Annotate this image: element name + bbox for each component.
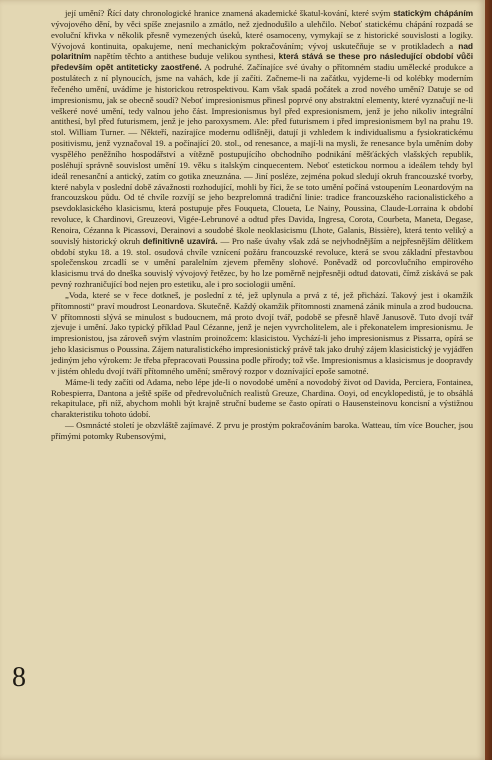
- paragraph: [51, 420, 473, 442]
- paragraph: [51, 290, 473, 377]
- text-run: Máme-li tedy začíti od Adama, nebo lépe jde-li o novodobé umění a novodobý život od Davida, Perciera, Fontainea, Robespierra, Dantona a ještě spíše od předrevolučních realistů Greuze, Chardina. Ooyi, od encyklopedistů, je to obsáhlá rekapitulace, při níž, abychom mohli být krajně struční budeme se často opírati o Hausensteinovu koncisní a výstižnou charakteristiku tohoto údobí.: [51, 376, 473, 420]
- text-run: „Voda, které se v řece dotkneš, je poslední z té, jež uplynula a prvá z té, jež přichází. Takový jest i okamžik přítomnosti“ praví moudrost Leonardova. Skutečně. Každý okamžik přítomnosti znamená zánik minula a zrod budoucna. V přítomnosti slývá se minulost s budoucnem, má proto dvojí tvář, podobě se přesně hlavě Janusově. Tuto dvojí tvář zjevuje i umění. Jako typický příklad Paul Cézanne, jenž je nejen vyvrcholitelem, ale i překonatelem impresionismu. Je impresionistou, jsa zároveň svým vlastním proinožcem: klasicistou. Vychází-li jeho impresionismus z Pissarra, opírá se jeho klasicismus o Poussina. Zájem naturalistického impresionistický právě tak jako druhý zájem klasicistický je vyjádřen jediným jeho výrokem: Je třeba přepracovati Poussina podle přírody; tož vše. Impresionismus a klasicismus je doopravdy v jistém ohledu dvojí tváří přítomného umění; směrový rozpor v doznívající epoše samotné.: [51, 289, 473, 376]
- paragraph: [51, 377, 473, 420]
- emphasis-text: nad polaritním: [51, 40, 473, 62]
- text-run: napětím těchto a antithese buduje velikou synthesi,: [90, 51, 279, 62]
- book-binding-edge: [485, 0, 492, 760]
- emphasis-text: definitivně uzavírá.: [142, 235, 218, 246]
- text-run: A podruhé. Začínajíce své úvahy o přítomném stadiu umělecké produkce a postulátech z ní plynoucích, jsme na vahách, kde jí začíti. Začneme-li na začátku, vyjdeme-li od kolébky moderním řečeného umění, uvádíme je historickou retrospektivou. Kam však spadá počátek a zrod nového umění? Datuje se od impresionismu, jak se obecně soudí? Neboť impresionismus přinesl poprvé ony abstraktní elementy, které vyznačují ne-li veškeré nové umění, tedy valnou jeho část. Impresionismus byl před expresionismem, jenž je jeho nikoliv integrální antithesí, byl před futurismem, jenž je jeho paroxysmem. Ale: před futurismem i před impresionismem byl na prahu 19. stol. William Turner. — Někteří, nazírajíce modernu odlišněji, datují ji vzhledem k individualismu a fysiokratickému positivismu, jenž vyznačoval 19. a počínající 20. stol., od renesance, a mají-li na mysli, že renesance byla uměním doby vyspělého peněžního hospodářství a vítězně postupujícího obchodního podnikání měšťáckých vlašských republik, posléhují správně souvislost umění 19. věku s italským cinquecentem. Neboť estetickou normou a ideálem tehdy byl ideál renesanční a antický, zatím co gotika zneuznána. — Jiní posléze, zejména pokud sledují okruh francouzské tvorby, které nabyla v poslední době závažnosti rozhodující, mohli by říci, že se toto umění počíná vstoupením Leonardovým na francouzskou půdu. Od té chvíle rozvíjí se jeho bezprelomná tradiční linie: tradice francouzského racionalistického a psevdoklasického klasicismu, která postupuje přes Fouqueta, Clouetа, Le Nainy, Poussina, Claude-Lorraina k období revoluce, k Chardinovi, Greuzeovi, Vigée-Lebrunové a odtud přes Davida, Ingresa, Corota, Courbeta, Maneta, Degase, Renoira, Cézanna k Picassovi, Derainovi a soudobé škole neoklasicismu (Lhote, Galanis, Bissière), která tento veliký a souvislý historický okruh: [51, 62, 473, 246]
- text-run: její umění? Řící daty chronologické hranice znamená akademické škatul-kování, které svým: [65, 8, 394, 18]
- body-text: [51, 8, 473, 442]
- text-run: vývojového dění, by věci spíše znejasnilo a zmátlo, než zjednodušilo a ulehčilo. Neboť statickému chápání rozpadá se evoluční křivka v několik přesně vymezených úseků, které osamoceny, vymykají se z historické souvislosti a logiky. Vývojová kontinuita, opakujeme, není mechanickým pokračováním; vývoj uskutečňuje se v protikladech a: [51, 18, 473, 51]
- emphasis-text: statickým chápáním: [393, 8, 473, 18]
- page-number: 8: [12, 662, 26, 693]
- emphasis-text: která stává se these pro následující období vůči především opět antiteticky zaostřené.: [51, 51, 474, 73]
- paragraph: [51, 8, 473, 290]
- text-run: — Pro naše úvahy však zdá se nejvhodnějším a nejpřesnějším dělítkem období styku 18. a 19. stol. osudová chvíle vznícení požáru francouzské revoluce, která se svou základní přestavbou společenskou zrcadlí se v umění paralelním zjevem přeměny slohové. Poněvadž od porcovlučního empirového klasicismu trvá do dneška souvislý vývojový řetězec, by ho lze poměrně nejpřesněji odtud datovati, čímž získává se pak pevný rozhraničující bod nejen pro estetiku, ale i pro sociologii umění.: [51, 235, 473, 290]
- text-run: — Osmnácté století je obzvláště zajímavé. Z prvu je prostým pokračováním baroka. Watteau, tím více Boucher, jsou přímými potomky Rubensovými,: [51, 420, 473, 441]
